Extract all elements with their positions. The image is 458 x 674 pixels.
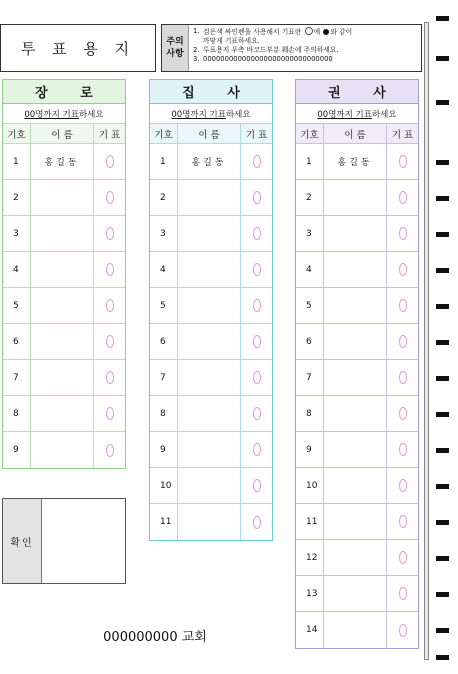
candidate-name xyxy=(31,288,94,323)
candidate-row xyxy=(296,576,418,612)
timing-mark xyxy=(436,196,449,201)
candidate-row xyxy=(296,360,418,396)
vote-cell[interactable] xyxy=(387,144,418,179)
candidate-number: 7 xyxy=(296,360,324,395)
candidate-name xyxy=(324,360,387,395)
notice-item-2: 2. 투표용지 우측 바코드부분 훼손에 주의하세요. xyxy=(193,46,339,54)
vote-oval-icon[interactable] xyxy=(399,443,407,456)
vote-cell[interactable] xyxy=(387,288,418,323)
candidate-row xyxy=(150,360,272,396)
candidate-name xyxy=(31,216,94,251)
section-title: 장 로 xyxy=(3,80,125,104)
vote-cell[interactable] xyxy=(241,324,272,359)
candidate-number: 1 xyxy=(3,144,31,179)
candidate-number: 8 xyxy=(150,396,178,431)
vote-cell[interactable] xyxy=(94,144,125,179)
candidate-name xyxy=(178,468,241,503)
timing-mark xyxy=(436,340,449,345)
candidate-name: 홍길동 xyxy=(178,144,241,179)
candidate-row xyxy=(3,396,125,432)
timing-mark xyxy=(436,448,449,453)
vote-oval-icon[interactable] xyxy=(399,479,407,492)
vote-oval-icon[interactable] xyxy=(399,624,407,637)
column-header xyxy=(150,124,272,144)
candidate-number: 2 xyxy=(3,180,31,215)
candidate-name xyxy=(324,288,387,323)
ballot-section-jipsa xyxy=(149,79,273,541)
candidate-number: 6 xyxy=(150,324,178,359)
candidate-number: 3 xyxy=(296,216,324,251)
vote-cell[interactable] xyxy=(387,576,418,611)
timing-mark xyxy=(436,376,449,381)
candidate-name xyxy=(31,252,94,287)
candidate-row xyxy=(296,468,418,504)
vote-oval-icon[interactable] xyxy=(253,227,261,240)
column-header-id: 기호 xyxy=(296,124,324,143)
vote-cell[interactable] xyxy=(241,180,272,215)
vote-oval-icon[interactable] xyxy=(399,335,407,348)
candidate-row xyxy=(3,180,125,216)
candidate-name xyxy=(324,504,387,539)
candidate-row xyxy=(296,396,418,432)
candidate-number: 4 xyxy=(296,252,324,287)
candidate-row xyxy=(150,180,272,216)
candidate-row xyxy=(150,324,272,360)
candidate-name xyxy=(324,468,387,503)
candidate-number: 1 xyxy=(296,144,324,179)
column-header-vote: 기 표 xyxy=(245,129,268,141)
candidate-row xyxy=(3,252,125,288)
vote-cell[interactable] xyxy=(387,612,418,648)
vote-oval-icon[interactable] xyxy=(399,587,407,600)
candidate-name xyxy=(324,216,387,251)
candidate-number: 14 xyxy=(296,612,324,648)
candidate-name xyxy=(178,396,241,431)
timing-mark xyxy=(436,100,449,105)
candidate-number: 4 xyxy=(150,252,178,287)
candidate-number: 7 xyxy=(150,360,178,395)
column-header-name: 이 름 xyxy=(178,124,241,143)
vote-cell[interactable] xyxy=(387,216,418,251)
filled-circle-icon xyxy=(323,29,329,35)
candidate-name xyxy=(324,432,387,467)
candidate-name xyxy=(324,540,387,575)
timing-mark xyxy=(436,304,449,309)
candidate-name: 홍길동 xyxy=(31,144,94,179)
column-header-id: 기호 xyxy=(150,124,178,143)
vote-cell[interactable] xyxy=(387,504,418,539)
timing-mark xyxy=(436,160,449,165)
vote-cell[interactable] xyxy=(94,180,125,215)
candidate-row xyxy=(296,252,418,288)
vote-cell[interactable] xyxy=(387,360,418,395)
candidate-row xyxy=(150,288,272,324)
candidate-number: 6 xyxy=(296,324,324,359)
candidate-number: 4 xyxy=(3,252,31,287)
candidate-name: 홍길동 xyxy=(324,144,387,179)
timing-mark xyxy=(436,412,449,417)
vote-oval-icon[interactable] xyxy=(106,263,114,276)
candidate-row xyxy=(3,216,125,252)
column-header-vote: 기 표 xyxy=(391,129,414,141)
ballot-section-gwonsa xyxy=(295,79,419,649)
vote-limit-note: 00명까지 기표 하세요 xyxy=(150,104,272,124)
vote-oval-icon[interactable] xyxy=(399,227,407,240)
vote-oval-icon[interactable] xyxy=(253,479,261,492)
timing-mark xyxy=(436,628,449,633)
candidate-row xyxy=(296,180,418,216)
vote-oval-icon[interactable] xyxy=(253,443,261,456)
vote-oval-icon[interactable] xyxy=(253,516,261,529)
candidate-number: 11 xyxy=(296,504,324,539)
vote-cell[interactable] xyxy=(387,396,418,431)
vote-oval-icon[interactable] xyxy=(399,263,407,276)
column-header-name: 이 름 xyxy=(31,124,94,143)
vote-cell[interactable] xyxy=(94,360,125,395)
notice-box xyxy=(161,24,422,72)
candidate-row xyxy=(150,432,272,468)
column-header-name: 이 름 xyxy=(324,124,387,143)
candidate-row xyxy=(3,360,125,396)
candidate-number: 5 xyxy=(296,288,324,323)
vote-oval-icon[interactable] xyxy=(106,371,114,384)
notice-item-1: 1. 검은색 싸인펜을 사용해서 기표란 에 와 같이 xyxy=(193,27,353,36)
timing-mark xyxy=(436,655,449,660)
vote-oval-icon[interactable] xyxy=(399,299,407,312)
vote-cell[interactable] xyxy=(241,468,272,503)
candidate-number: 2 xyxy=(296,180,324,215)
confirm-label: 확인 xyxy=(3,499,42,583)
vote-cell[interactable] xyxy=(241,360,272,395)
candidate-name xyxy=(31,396,94,431)
column-header xyxy=(3,124,125,144)
vote-oval-icon[interactable] xyxy=(106,444,114,457)
candidate-name xyxy=(31,432,94,468)
notice-item-3: 3. 000000000000000000000000000000 xyxy=(193,55,333,63)
candidate-row xyxy=(296,504,418,540)
candidate-number: 6 xyxy=(3,324,31,359)
candidate-number: 10 xyxy=(150,468,178,503)
candidate-name xyxy=(324,396,387,431)
candidate-number: 9 xyxy=(3,432,31,468)
candidate-name xyxy=(324,252,387,287)
vote-oval-icon[interactable] xyxy=(399,371,407,384)
vote-oval-icon[interactable] xyxy=(253,155,261,168)
vote-cell[interactable] xyxy=(241,252,272,287)
vote-cell[interactable] xyxy=(94,396,125,431)
vote-cell[interactable] xyxy=(94,432,125,468)
candidate-name xyxy=(178,180,241,215)
vote-cell[interactable] xyxy=(241,288,272,323)
vote-oval-icon[interactable] xyxy=(253,299,261,312)
candidate-name xyxy=(324,576,387,611)
candidate-row xyxy=(296,288,418,324)
candidate-name xyxy=(31,324,94,359)
candidate-row xyxy=(150,144,272,180)
vote-oval-icon[interactable] xyxy=(106,407,114,420)
vote-cell[interactable] xyxy=(241,216,272,251)
vote-oval-icon[interactable] xyxy=(106,155,114,168)
candidate-number: 5 xyxy=(150,288,178,323)
candidate-number: 3 xyxy=(150,216,178,251)
vote-limit-note: 00명까지 기표 하세요 xyxy=(3,104,125,124)
notice-list xyxy=(189,25,421,71)
candidate-name xyxy=(178,360,241,395)
vote-cell[interactable] xyxy=(387,180,418,215)
notice-label-line-1: 주의 xyxy=(166,37,184,47)
vote-oval-icon[interactable] xyxy=(106,227,114,240)
candidate-name xyxy=(178,288,241,323)
confirm-stamp-area xyxy=(42,499,125,583)
candidate-row xyxy=(296,144,418,180)
timing-mark xyxy=(436,556,449,561)
candidate-row xyxy=(150,216,272,252)
vote-oval-icon[interactable] xyxy=(253,407,261,420)
candidate-row xyxy=(296,432,418,468)
candidate-number: 5 xyxy=(3,288,31,323)
candidate-row xyxy=(296,216,418,252)
candidate-row xyxy=(3,432,125,468)
candidate-row xyxy=(296,540,418,576)
candidate-name xyxy=(31,360,94,395)
candidate-name xyxy=(324,612,387,648)
candidate-number: 8 xyxy=(296,396,324,431)
ballot-title: 투 표 용 지 xyxy=(0,24,156,72)
vote-cell[interactable] xyxy=(387,468,418,503)
candidate-number: 3 xyxy=(3,216,31,251)
candidate-rows xyxy=(150,144,272,540)
vote-cell[interactable] xyxy=(241,144,272,179)
notice-label xyxy=(162,25,189,71)
candidate-number: 8 xyxy=(3,396,31,431)
candidate-name xyxy=(178,432,241,467)
empty-circle-icon xyxy=(305,27,313,35)
column-header xyxy=(296,124,418,144)
candidate-number: 13 xyxy=(296,576,324,611)
vote-oval-icon[interactable] xyxy=(399,551,407,564)
vote-cell[interactable] xyxy=(94,288,125,323)
vote-oval-icon[interactable] xyxy=(106,335,114,348)
candidate-row xyxy=(150,396,272,432)
timing-mark xyxy=(436,232,449,237)
vote-oval-icon[interactable] xyxy=(399,515,407,528)
vote-oval-icon[interactable] xyxy=(253,191,261,204)
vote-cell[interactable] xyxy=(387,540,418,575)
candidate-number: 10 xyxy=(296,468,324,503)
scan-strip xyxy=(424,22,429,660)
candidate-name xyxy=(178,504,241,540)
candidate-rows xyxy=(296,144,418,648)
vote-oval-icon[interactable] xyxy=(253,263,261,276)
timing-mark xyxy=(436,16,449,21)
candidate-number: 12 xyxy=(296,540,324,575)
section-title: 집 사 xyxy=(150,80,272,104)
candidate-row xyxy=(150,504,272,540)
vote-cell[interactable] xyxy=(387,252,418,287)
candidate-name xyxy=(324,180,387,215)
candidate-name xyxy=(178,324,241,359)
candidate-name xyxy=(178,216,241,251)
candidate-row xyxy=(150,468,272,504)
vote-cell[interactable] xyxy=(94,324,125,359)
vote-oval-icon[interactable] xyxy=(253,335,261,348)
candidate-row xyxy=(3,288,125,324)
timing-mark xyxy=(436,592,449,597)
column-header-vote: 기 표 xyxy=(98,129,121,141)
candidate-number: 11 xyxy=(150,504,178,540)
candidate-row xyxy=(296,324,418,360)
timing-mark xyxy=(436,268,449,273)
vote-oval-icon[interactable] xyxy=(399,407,407,420)
vote-oval-icon[interactable] xyxy=(399,191,407,204)
vote-cell[interactable] xyxy=(94,252,125,287)
candidate-rows xyxy=(3,144,125,468)
candidate-row xyxy=(296,612,418,648)
candidate-number: 2 xyxy=(150,180,178,215)
vote-cell[interactable] xyxy=(241,396,272,431)
vote-cell[interactable] xyxy=(387,432,418,467)
candidate-number: 9 xyxy=(296,432,324,467)
notice-label-line-2: 사항 xyxy=(166,49,184,59)
candidate-row xyxy=(3,144,125,180)
vote-cell[interactable] xyxy=(241,432,272,467)
column-header-id: 기호 xyxy=(3,124,31,143)
candidate-name xyxy=(178,252,241,287)
vote-oval-icon[interactable] xyxy=(253,371,261,384)
vote-oval-icon[interactable] xyxy=(106,299,114,312)
timing-mark xyxy=(436,56,449,61)
candidate-row xyxy=(3,324,125,360)
candidate-name xyxy=(324,324,387,359)
church-name: 000000000 교회 xyxy=(103,630,207,645)
confirm-box xyxy=(2,498,126,584)
vote-limit-note: 00명까지 기표 하세요 xyxy=(296,104,418,124)
vote-cell[interactable] xyxy=(241,504,272,540)
candidate-number: 7 xyxy=(3,360,31,395)
vote-oval-icon[interactable] xyxy=(106,191,114,204)
ballot-section-jangro xyxy=(2,79,126,469)
section-title: 권 사 xyxy=(296,80,418,104)
timing-mark xyxy=(436,520,449,525)
candidate-name xyxy=(31,180,94,215)
vote-cell[interactable] xyxy=(94,216,125,251)
candidate-number: 9 xyxy=(150,432,178,467)
vote-cell[interactable] xyxy=(387,324,418,359)
vote-oval-icon[interactable] xyxy=(399,155,407,168)
timing-mark xyxy=(436,484,449,489)
candidate-row xyxy=(150,252,272,288)
candidate-number: 1 xyxy=(150,144,178,179)
notice-item-1-cont: 까맣게 기표하세요. xyxy=(203,37,260,45)
